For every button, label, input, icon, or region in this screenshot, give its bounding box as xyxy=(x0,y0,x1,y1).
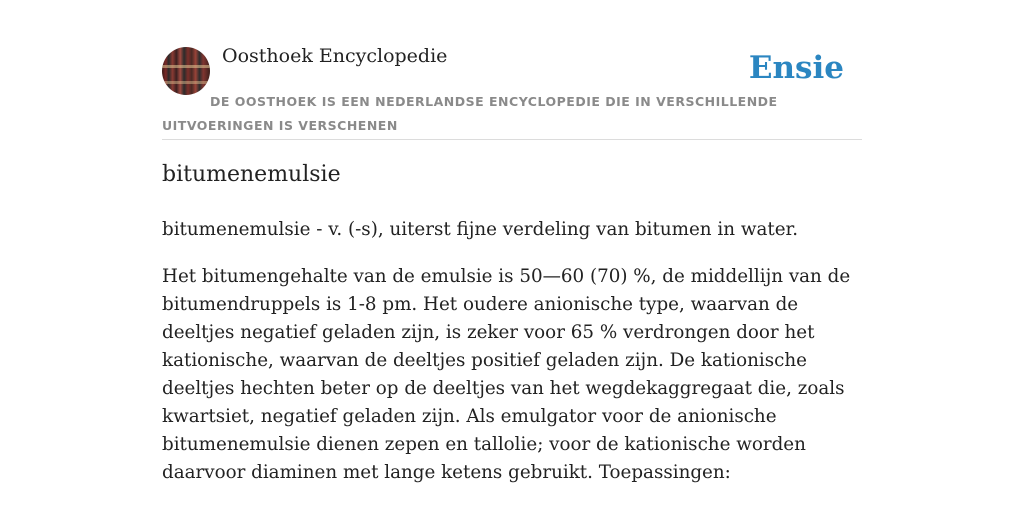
entry-title: bitumenemulsie xyxy=(162,162,341,187)
entry-body: Het bitumengehalte van de emulsie is 50—60 (70) %, de middellijn van de bitumendruppels is 1-8 pm. Het oudere anionische type, waarvan de deeltjes negatief geladen zijn, is zeker voor 65 % verdrongen door het kationische, waarvan de deeltjes positief geladen zijn. De kationische deeltjes hechten beter op de deeltjes van het wegdekaggregaat die, zoals kwartsiet, negatief geladen zijn. Als emulgator voor de anionische bitumenemulsie dienen zepen en tallolie; voor de kationische worden daarvoor diaminen met lange ketens gebruikt. Toepassingen: xyxy=(162,266,851,483)
book-spines-avatar-icon[interactable] xyxy=(162,47,210,95)
header-divider xyxy=(162,139,862,140)
ensie-logo-link[interactable]: Ensie xyxy=(748,50,844,86)
page-container xyxy=(162,0,862,512)
entry-definition: bitumenemulsie - v. (-s), uiterst fijne verdeling van bitumen in water. xyxy=(162,219,799,240)
site-name-link[interactable]: Oosthoek Encyclopedie xyxy=(222,45,448,67)
site-tagline: DE OOSTHOEK IS EEN NEDERLANDSE ENCYCLOPEDIE DIE IN VERSCHILLENDE UITVOERINGEN IS VERSCHENEN xyxy=(162,94,778,133)
